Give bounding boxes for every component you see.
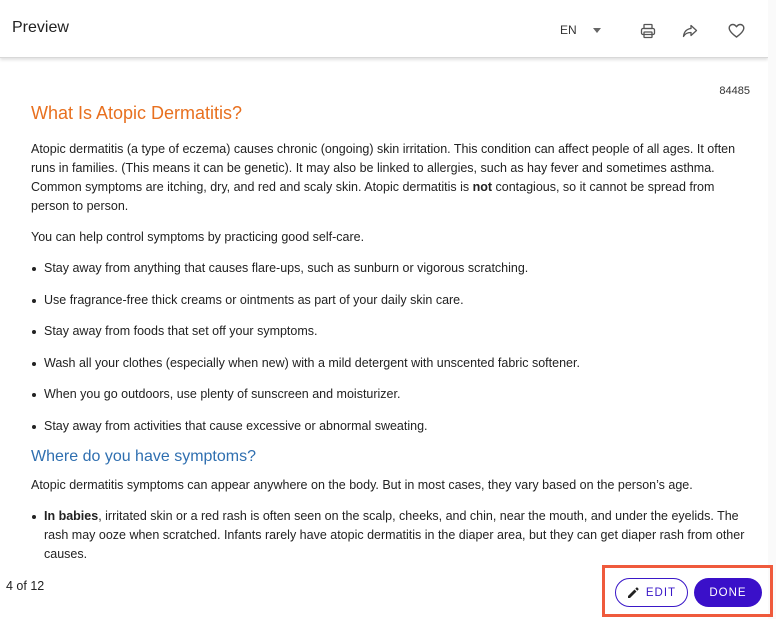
list-item: Stay away from anything that causes flare-ups, such as sunburn or vigorous scratching. [31,259,751,278]
intro-bold-word: not [472,180,493,194]
list-item: When you go outdoors, use plenty of sunscreen and moisturizer. [31,385,751,404]
edit-button[interactable] [615,578,688,607]
article-heading: What Is Atopic Dermatitis? [31,103,243,123]
babies-label: In babies [44,509,99,523]
selfcare-list [31,259,751,436]
chevron-down-icon [593,28,601,33]
page-title: Preview [12,19,69,36]
list-item: Stay away from foods that set off your symptoms. [31,322,751,341]
intro-text-start: Atopic dermatitis (a type of eczema) causes chronic (ongoing) skin irritation. This condition can affect people of all ages. It often runs in families. (This means it can be genetic). It may also be linked to allergies, such as hay fever and sometimes asthma. Common symptoms are itching, dry, and red and scaly skin. Atopic dermatitis is [31,142,736,194]
intro-text-end: contagious, so it cannot be spread from person to person. [31,180,715,213]
list-item: Stay away from activities that cause excessive or abnormal sweating. [31,417,751,436]
page-counter: 4 of 12 [6,579,45,593]
language-value: EN [560,23,577,37]
done-button[interactable] [694,578,762,607]
document-id: 84485 [719,85,750,97]
babies-text: , irritated skin or a red rash is often seen on the scalp, cheeks, and chin, near the mouth, and under the eyelids. The rash may ooze when scratched. Infants rarely have atopic dermatitis in the diaper area, but they can get diaper rash from other causes. [44,509,745,561]
scrollbar[interactable] [768,0,776,619]
symptoms-heading: Where do you have symptoms? [31,448,256,465]
edit-label: EDIT [645,586,677,599]
intro-paragraph [31,140,751,216]
symptoms-intro: Atopic dermatitis symptoms can appear anywhere on the body. But in most cases, they vary based on the person’s age. [31,478,693,492]
heart-icon[interactable] [726,21,746,41]
printer-icon[interactable] [638,21,658,41]
preview-header [0,0,768,58]
language-select[interactable] [560,23,601,37]
article-content [31,103,751,568]
list-item: Use fragrance-free thick creams or ointments as part of your daily skin care. [31,291,751,310]
done-label: DONE [709,586,747,599]
list-item: Wash all your clothes (especially when new) with a mild detergent with unscented fabric softener. [31,354,751,373]
age-list [31,507,751,564]
pencil-icon [627,587,639,599]
list-item [31,507,751,564]
share-icon[interactable] [680,21,700,41]
selfcare-intro: You can help control symptoms by practicing good self-care. [31,230,365,244]
